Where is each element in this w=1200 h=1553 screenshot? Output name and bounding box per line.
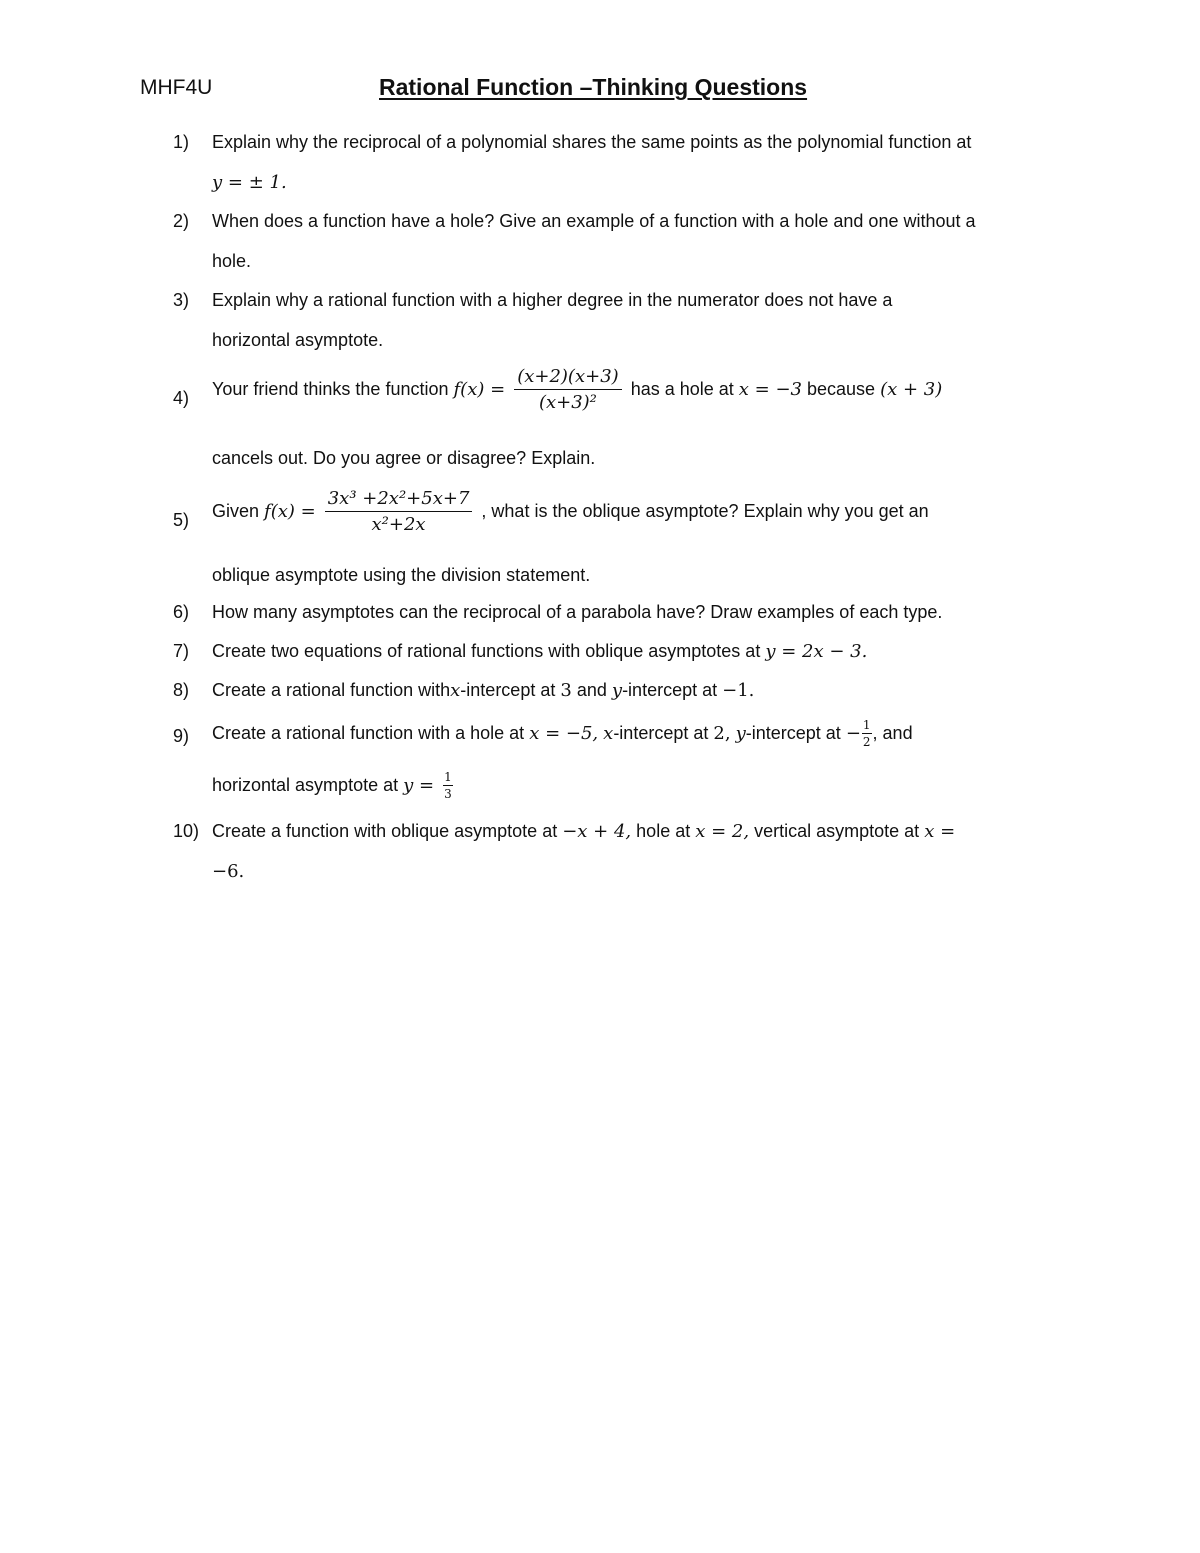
question-line-continued <box>212 770 457 801</box>
question-math: −x + 4, <box>562 821 632 842</box>
question-number: 8) <box>173 680 190 700</box>
question-text: -intercept at <box>745 723 841 743</box>
question-text: , what is the oblique asymptote? Explain why you get an <box>481 501 929 521</box>
fraction-denominator: x²+2x <box>371 514 426 535</box>
question-number: 3) <box>173 290 190 310</box>
question-line <box>212 366 942 413</box>
question-text-continued: hole. <box>212 251 252 271</box>
question-text: horizontal asymptote at <box>212 775 399 795</box>
question-math-continued: −6. <box>212 861 245 882</box>
question-text: hole at <box>636 821 691 841</box>
rational-function-fraction <box>325 488 473 535</box>
function-name: f(x) = <box>453 379 506 400</box>
question-text: Your friend thinks the function <box>212 379 449 399</box>
question-text: has a hole at <box>630 379 734 399</box>
question-number: 9) <box>173 726 190 746</box>
horizontal-asymptote-fraction <box>443 770 453 801</box>
question-math: 3 <box>560 680 572 701</box>
question-math: x <box>450 680 461 701</box>
question-line <box>212 641 867 662</box>
question-number: 7) <box>173 641 190 661</box>
question-text: vertical asymptote at <box>754 821 920 841</box>
question-text: because <box>807 379 876 399</box>
question-math: y = ± 1. <box>212 172 287 193</box>
question-text-continued: oblique asymptote using the division statement. <box>212 565 591 585</box>
question-text: When does a function have a hole? Give an example of a function with a hole and one without a <box>212 211 976 231</box>
question-math: x = −3 <box>738 379 802 400</box>
question-math: x = 2, <box>695 821 750 842</box>
question-number: 10) <box>173 821 200 841</box>
question-text: -intercept at <box>622 680 718 700</box>
fraction-numerator: 3x³ +2x²+5x+7 <box>325 488 473 512</box>
question-math: (x + 3) <box>880 379 943 400</box>
question-text-continued: cancels out. Do you agree or disagree? Explain. <box>212 448 596 468</box>
question-number: 1) <box>173 132 190 152</box>
worksheet-header <box>140 72 1060 106</box>
fraction-denominator: (x+3)² <box>538 392 597 413</box>
course-code: MHF4U <box>140 76 213 99</box>
question-text: Create a rational function with a hole at <box>212 723 525 743</box>
question-number: 5) <box>173 510 190 530</box>
question-text: Create a rational function with <box>212 680 451 700</box>
question-math: y <box>611 680 623 701</box>
fraction-denominator: 3 <box>444 787 452 801</box>
question-line <box>212 718 913 749</box>
question-text: -intercept at <box>460 680 556 700</box>
fraction-numerator: (x+2)(x+3) <box>514 366 621 390</box>
question-text: Create a function with oblique asymptote at <box>212 821 558 841</box>
question-math: y = 2x − 3. <box>765 641 868 662</box>
question-text: Create two equations of rational functions with oblique asymptotes at <box>212 641 761 661</box>
question-math: y <box>735 723 746 744</box>
question-math: x = −5, <box>529 723 599 744</box>
question-number: 6) <box>173 602 190 622</box>
question-math: − <box>845 723 861 744</box>
page-title: Rational Function –Thinking Questions <box>379 74 808 100</box>
question-text: How many asymptotes can the reciprocal of a parabola have? Draw examples of each type. <box>212 602 943 622</box>
question-math: 2, <box>713 723 731 744</box>
question-line <box>212 821 955 842</box>
question-text: and <box>576 680 607 700</box>
question-text: , and <box>872 723 913 743</box>
rational-function-fraction <box>514 366 621 413</box>
question-line <box>212 488 929 535</box>
question-number: 2) <box>173 211 190 231</box>
function-name: f(x) = <box>264 501 316 522</box>
question-math: y = <box>403 775 435 796</box>
question-math: −1. <box>722 680 755 701</box>
question-math: x <box>603 723 614 744</box>
question-text: -intercept at <box>613 723 709 743</box>
fraction-denominator: 2 <box>862 735 871 749</box>
question-line <box>212 680 754 701</box>
question-math: x = <box>924 821 956 842</box>
y-intercept-fraction <box>862 718 872 749</box>
fraction-numerator: 1 <box>444 770 452 784</box>
question-text: Explain why the reciprocal of a polynomial shares the same points as the polynomial function at <box>212 132 972 152</box>
question-text: Explain why a rational function with a higher degree in the numerator does not have a <box>212 290 893 310</box>
question-text-continued: horizontal asymptote. <box>212 330 384 350</box>
fraction-numerator: 1 <box>862 718 871 732</box>
question-text: Given <box>212 501 260 521</box>
question-number: 4) <box>173 388 190 408</box>
